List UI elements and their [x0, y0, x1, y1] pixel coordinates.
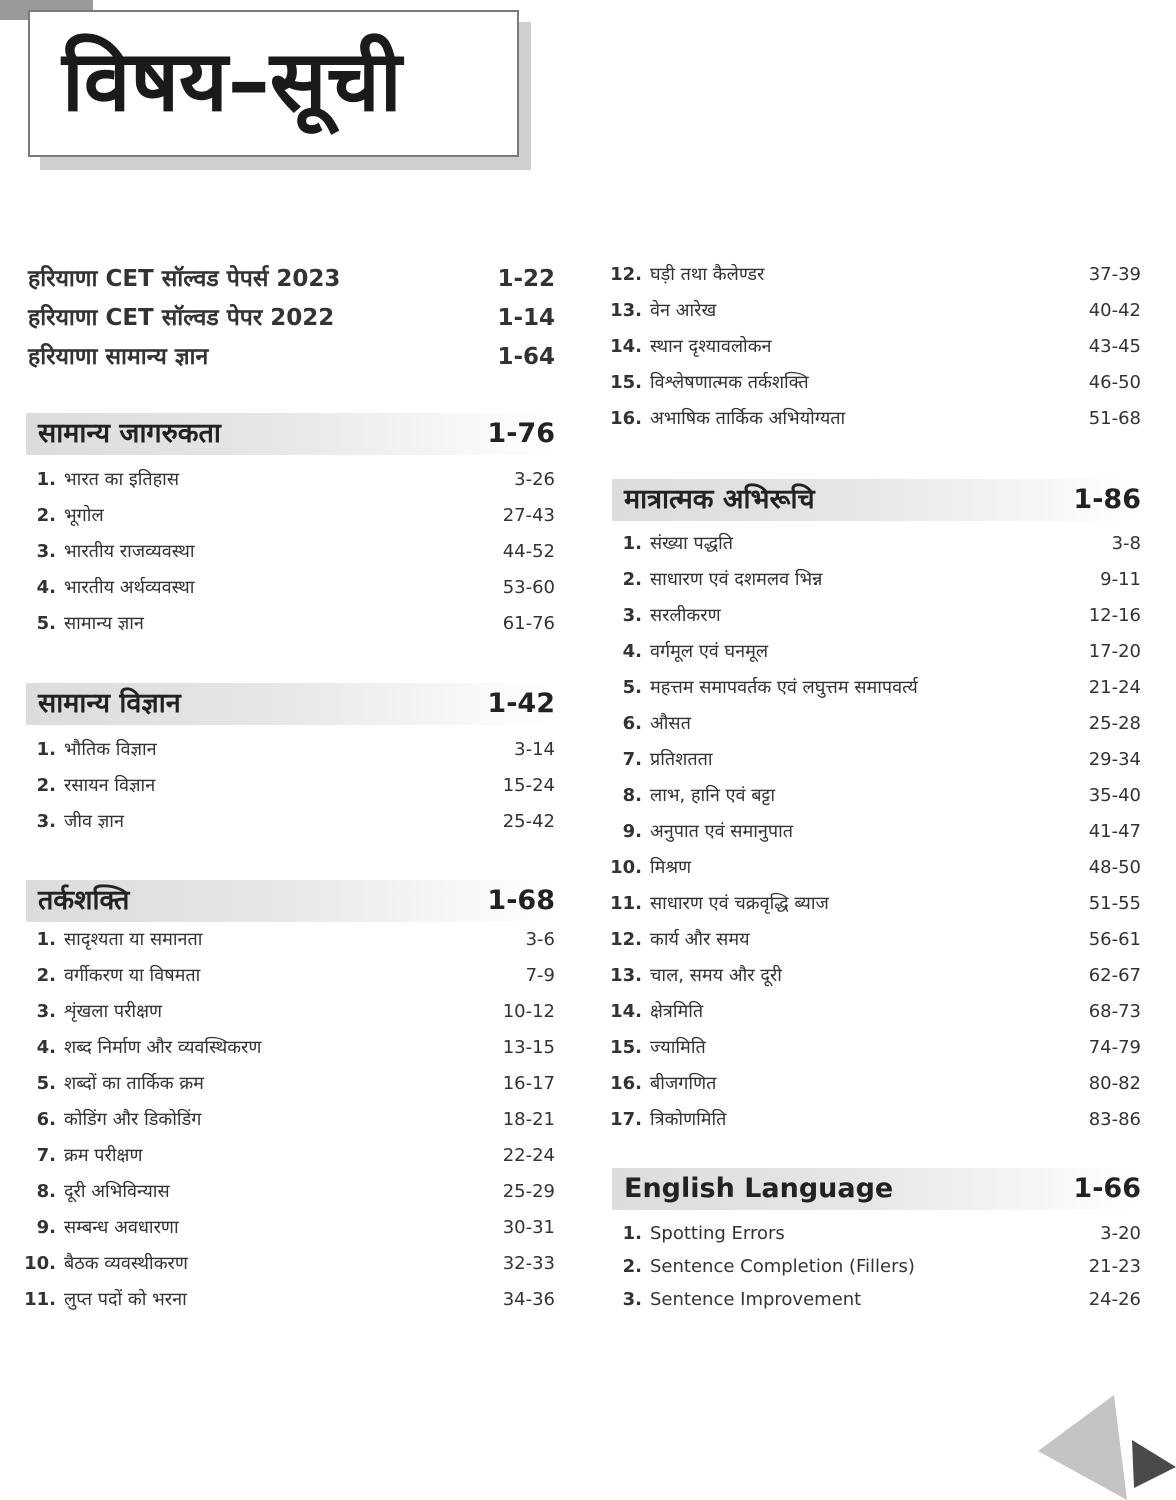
toc-item-pages: 12-16 [1088, 605, 1141, 626]
toc-item-pages: 18-21 [502, 1109, 555, 1130]
toc-item-pages: 3-26 [514, 469, 555, 490]
toc-item-label: सामान्य ज्ञान [64, 613, 144, 634]
toc-item[interactable] [612, 258, 1141, 292]
toc-item-label: लाभ, हानि एवं बट्टा [650, 785, 775, 806]
toc-item-label: वेन आरेख [650, 300, 717, 321]
toc-item-pages: 21-23 [1088, 1256, 1141, 1277]
toc-item-pages: 51-68 [1088, 408, 1141, 429]
toc-item-pages: 21-24 [1088, 677, 1141, 698]
toc-item-pages: 80-82 [1088, 1073, 1141, 1094]
toc-item-number: 9. [622, 821, 642, 842]
toc-item-pages: 3-6 [525, 929, 555, 950]
toc-item-number: 7. [36, 1145, 56, 1166]
toc-item-number: 2. [36, 505, 56, 526]
toc-item-pages: 29-34 [1088, 749, 1141, 770]
toc-item-number: 13. [610, 300, 642, 321]
toc-item[interactable] [26, 607, 555, 641]
toc-item-label: भूगोल [64, 505, 104, 526]
toc-item-number: 9. [36, 1217, 56, 1238]
toc-item-number: 3. [36, 541, 56, 562]
toc-item-pages: 9-11 [1100, 569, 1141, 590]
toc-item-pages: 83-86 [1088, 1109, 1141, 1130]
toc-item-number: 3. [36, 811, 56, 832]
toc-item-label: Spotting Errors [650, 1223, 785, 1244]
toc-item[interactable] [612, 527, 1141, 561]
toc-item-label: भारतीय राजव्यवस्था [64, 541, 195, 562]
toc-item-pages: 46-50 [1088, 372, 1141, 393]
toc-item-number: 10. [610, 857, 642, 878]
toc-item-pages: 35-40 [1088, 785, 1141, 806]
toc-item[interactable] [612, 851, 1141, 885]
toc-item[interactable] [612, 995, 1141, 1029]
toc-item-label: घड़ी तथा कैलेण्डर [650, 264, 765, 285]
toc-top-row-pages: 1-22 [497, 266, 555, 292]
toc-item-number: 8. [622, 785, 642, 806]
toc-item-label: चाल, समय और दूरी [650, 965, 782, 986]
toc-item[interactable] [26, 1247, 555, 1281]
section-header[interactable] [612, 1168, 1141, 1210]
toc-item-pages: 41-47 [1088, 821, 1141, 842]
toc-item-pages: 16-17 [502, 1073, 555, 1094]
toc-item-pages: 15-24 [502, 775, 555, 796]
toc-item[interactable] [26, 1211, 555, 1245]
toc-item-number: 2. [36, 965, 56, 986]
section-header[interactable] [26, 683, 555, 725]
toc-item-pages: 25-28 [1088, 713, 1141, 734]
toc-item-pages: 53-60 [502, 577, 555, 598]
toc-item-label: Sentence Improvement [650, 1289, 862, 1310]
toc-item-pages: 51-55 [1088, 893, 1141, 914]
toc-item-label: शब्द निर्माण और व्यवस्थिकरण [64, 1037, 262, 1058]
toc-item-number: 15. [610, 372, 642, 393]
toc-item[interactable] [26, 499, 555, 533]
toc-item[interactable] [612, 1283, 1141, 1317]
toc-item-pages: 7-9 [525, 965, 555, 986]
toc-item-number: 11. [24, 1289, 56, 1310]
toc-item-pages: 13-15 [502, 1037, 555, 1058]
section-header[interactable] [612, 479, 1141, 521]
section-title: सामान्य विज्ञान [38, 688, 181, 719]
toc-item[interactable] [26, 571, 555, 605]
toc-item[interactable] [26, 1103, 555, 1137]
toc-item[interactable] [26, 1139, 555, 1173]
toc-item[interactable] [612, 887, 1141, 921]
toc-item-label: कार्य और समय [650, 929, 750, 950]
toc-item-pages: 10-12 [502, 1001, 555, 1022]
toc-item[interactable] [26, 1067, 555, 1101]
toc-item[interactable] [26, 959, 555, 993]
toc-item[interactable] [612, 635, 1141, 669]
toc-item-number: 14. [610, 1001, 642, 1022]
toc-item-number: 5. [36, 1073, 56, 1094]
toc-item-pages: 30-31 [502, 1217, 555, 1238]
toc-item-label: त्रिकोणमिति [650, 1109, 727, 1130]
toc-item-number: 5. [36, 613, 56, 634]
toc-top-row[interactable] [28, 339, 555, 375]
toc-item-number: 1. [36, 469, 56, 490]
toc-item[interactable] [612, 294, 1141, 328]
toc-item-label: लुप्त पदों को भरना [64, 1289, 187, 1310]
toc-item[interactable] [26, 463, 555, 497]
toc-item-label: शब्दों का तार्किक क्रम [64, 1073, 204, 1094]
toc-item-label: सरलीकरण [650, 605, 721, 626]
toc-item-number: 4. [36, 1037, 56, 1058]
toc-item[interactable] [612, 1217, 1141, 1251]
title-box [28, 10, 519, 157]
toc-item[interactable] [612, 923, 1141, 957]
toc-item[interactable] [612, 743, 1141, 777]
toc-item-number: 12. [610, 264, 642, 285]
toc-item-label: क्रम परीक्षण [64, 1145, 143, 1166]
toc-item-number: 2. [622, 1256, 642, 1277]
toc-item-number: 1. [622, 1223, 642, 1244]
toc-item-label: संख्या पद्धति [650, 533, 734, 554]
section-title: सामान्य जागरुकता [38, 418, 221, 449]
toc-item-label: बैठक व्यवस्थीकरण [64, 1253, 188, 1274]
toc-item[interactable] [612, 707, 1141, 741]
toc-item-number: 17. [610, 1109, 642, 1130]
section-pages: 1-86 [1073, 484, 1141, 515]
toc-item[interactable] [612, 815, 1141, 849]
toc-top-row-pages: 1-64 [497, 344, 555, 370]
toc-item-pages: 68-73 [1088, 1001, 1141, 1022]
toc-top-row[interactable] [28, 300, 555, 336]
toc-item[interactable] [26, 1283, 555, 1317]
toc-item[interactable] [612, 563, 1141, 597]
toc-item-number: 7. [622, 749, 642, 770]
toc-item[interactable] [26, 535, 555, 569]
toc-item[interactable] [612, 1031, 1141, 1065]
toc-item[interactable] [612, 779, 1141, 813]
toc-item-pages: 17-20 [1088, 641, 1141, 662]
toc-item-pages: 74-79 [1088, 1037, 1141, 1058]
toc-item-label: भौतिक विज्ञान [64, 739, 157, 760]
toc-item-label: शृंखला परीक्षण [64, 1001, 163, 1022]
toc-item-number: 6. [36, 1109, 56, 1130]
next-page-arrow-icon[interactable] [1038, 1395, 1176, 1500]
toc-item-label: साधारण एवं दशमलव भिन्न [650, 569, 823, 590]
section-title: तर्कशक्ति [38, 885, 130, 916]
toc-item-label: प्रतिशतता [650, 749, 713, 770]
toc-item-pages: 3-14 [514, 739, 555, 760]
toc-item-pages: 25-29 [502, 1181, 555, 1202]
toc-item-label: महत्तम समापवर्तक एवं लघुत्तम समापवर्त्य [650, 677, 918, 698]
section-title: English Language [624, 1173, 894, 1204]
toc-item-number: 8. [36, 1181, 56, 1202]
toc-item[interactable] [26, 1175, 555, 1209]
toc-item-pages: 44-52 [502, 541, 555, 562]
toc-item-label: क्षेत्रमिति [650, 1001, 704, 1022]
toc-item[interactable] [612, 366, 1141, 400]
toc-item-number: 10. [24, 1253, 56, 1274]
toc-item-label: वर्गमूल एवं घनमूल [650, 641, 769, 662]
toc-item-label: स्थान दृश्यावलोकन [650, 336, 772, 357]
toc-item-label: विश्लेषणात्मक तर्कशक्ति [650, 372, 809, 393]
toc-item-pages: 48-50 [1088, 857, 1141, 878]
toc-item-label: भारतीय अर्थव्यवस्था [64, 577, 195, 598]
toc-item-label: कोडिंग और डिकोडिंग [64, 1109, 202, 1130]
section-title: मात्रात्मक अभिरूचि [624, 484, 815, 515]
toc-item-label: Sentence Completion (Fillers) [650, 1256, 915, 1277]
toc-item-number: 13. [610, 965, 642, 986]
toc-item-number: 3. [622, 605, 642, 626]
toc-item[interactable] [612, 402, 1141, 436]
toc-item-number: 11. [610, 893, 642, 914]
toc-item-number: 4. [622, 641, 642, 662]
toc-item-label: भारत का इतिहास [64, 469, 180, 490]
toc-item[interactable] [26, 733, 555, 767]
toc-item[interactable] [612, 671, 1141, 705]
toc-item-pages: 61-76 [502, 613, 555, 634]
toc-item[interactable] [612, 599, 1141, 633]
toc-item-number: 3. [622, 1289, 642, 1310]
toc-item-number: 5. [622, 677, 642, 698]
toc-top-row-label: हरियाणा सामान्य ज्ञान [28, 344, 209, 370]
toc-item-pages: 34-36 [502, 1289, 555, 1310]
toc-top-row-pages: 1-14 [497, 305, 555, 331]
section-header[interactable] [26, 880, 555, 922]
section-pages: 1-68 [487, 885, 555, 916]
toc-item-number: 2. [622, 569, 642, 590]
toc-item-label: अभाषिक तार्किक अभियोग्यता [650, 408, 846, 429]
section-pages: 1-42 [487, 688, 555, 719]
toc-item-pages: 25-42 [502, 811, 555, 832]
toc-item[interactable] [26, 923, 555, 957]
toc-top-row[interactable] [28, 261, 555, 297]
toc-item-pages: 27-43 [502, 505, 555, 526]
toc-item-number: 16. [610, 1073, 642, 1094]
toc-item-pages: 43-45 [1088, 336, 1141, 357]
toc-item-label: दूरी अभिविन्यास [64, 1181, 170, 1202]
page-title: विषय–सूची [62, 32, 402, 130]
toc-item-pages: 3-8 [1111, 533, 1141, 554]
toc-item-number: 4. [36, 577, 56, 598]
toc-item-number: 1. [36, 739, 56, 760]
toc-item[interactable] [612, 1067, 1141, 1101]
toc-item[interactable] [612, 1250, 1141, 1284]
toc-item-pages: 24-26 [1088, 1289, 1141, 1310]
toc-item-number: 1. [36, 929, 56, 950]
toc-item[interactable] [612, 1103, 1141, 1137]
toc-item-label: जीव ज्ञान [64, 811, 124, 832]
toc-item-label: रसायन विज्ञान [64, 775, 156, 796]
toc-item-pages: 56-61 [1088, 929, 1141, 950]
toc-item[interactable] [26, 995, 555, 1029]
toc-item-number: 1. [622, 533, 642, 554]
toc-top-row-label: हरियाणा CET सॉल्वड पेपर्स 2023 [28, 266, 341, 292]
toc-item-label: मिश्रण [650, 857, 692, 878]
toc-item-label: साधारण एवं चक्रवृद्धि ब्याज [650, 893, 829, 914]
toc-item[interactable] [26, 769, 555, 803]
toc-item-label: ज्यामिति [650, 1037, 706, 1058]
toc-item-number: 15. [610, 1037, 642, 1058]
toc-item-pages: 3-20 [1100, 1223, 1141, 1244]
toc-item-label: सम्बन्ध अवधारणा [64, 1217, 179, 1238]
toc-item-pages: 37-39 [1088, 264, 1141, 285]
toc-item[interactable] [26, 1031, 555, 1065]
toc-top-row-label: हरियाणा CET सॉल्वड पेपर 2022 [28, 305, 335, 331]
toc-item-number: 14. [610, 336, 642, 357]
toc-item-label: वर्गीकरण या विषमता [64, 965, 201, 986]
section-pages: 1-76 [487, 418, 555, 449]
section-pages: 1-66 [1073, 1173, 1141, 1204]
toc-item-label: बीजगणित [650, 1073, 717, 1094]
toc-item-number: 12. [610, 929, 642, 950]
toc-item-number: 2. [36, 775, 56, 796]
toc-item-pages: 62-67 [1088, 965, 1141, 986]
toc-item[interactable] [26, 805, 555, 839]
toc-item[interactable] [612, 959, 1141, 993]
toc-item-number: 16. [610, 408, 642, 429]
toc-item-label: अनुपात एवं समानुपात [650, 821, 794, 842]
toc-item-number: 3. [36, 1001, 56, 1022]
toc-item-label: औसत [650, 713, 691, 734]
toc-item-number: 6. [622, 713, 642, 734]
toc-item[interactable] [612, 330, 1141, 364]
toc-item-pages: 40-42 [1088, 300, 1141, 321]
toc-item-pages: 22-24 [502, 1145, 555, 1166]
toc-item-label: सादृश्यता या समानता [64, 929, 203, 950]
toc-item-pages: 32-33 [502, 1253, 555, 1274]
section-header[interactable] [26, 413, 555, 455]
